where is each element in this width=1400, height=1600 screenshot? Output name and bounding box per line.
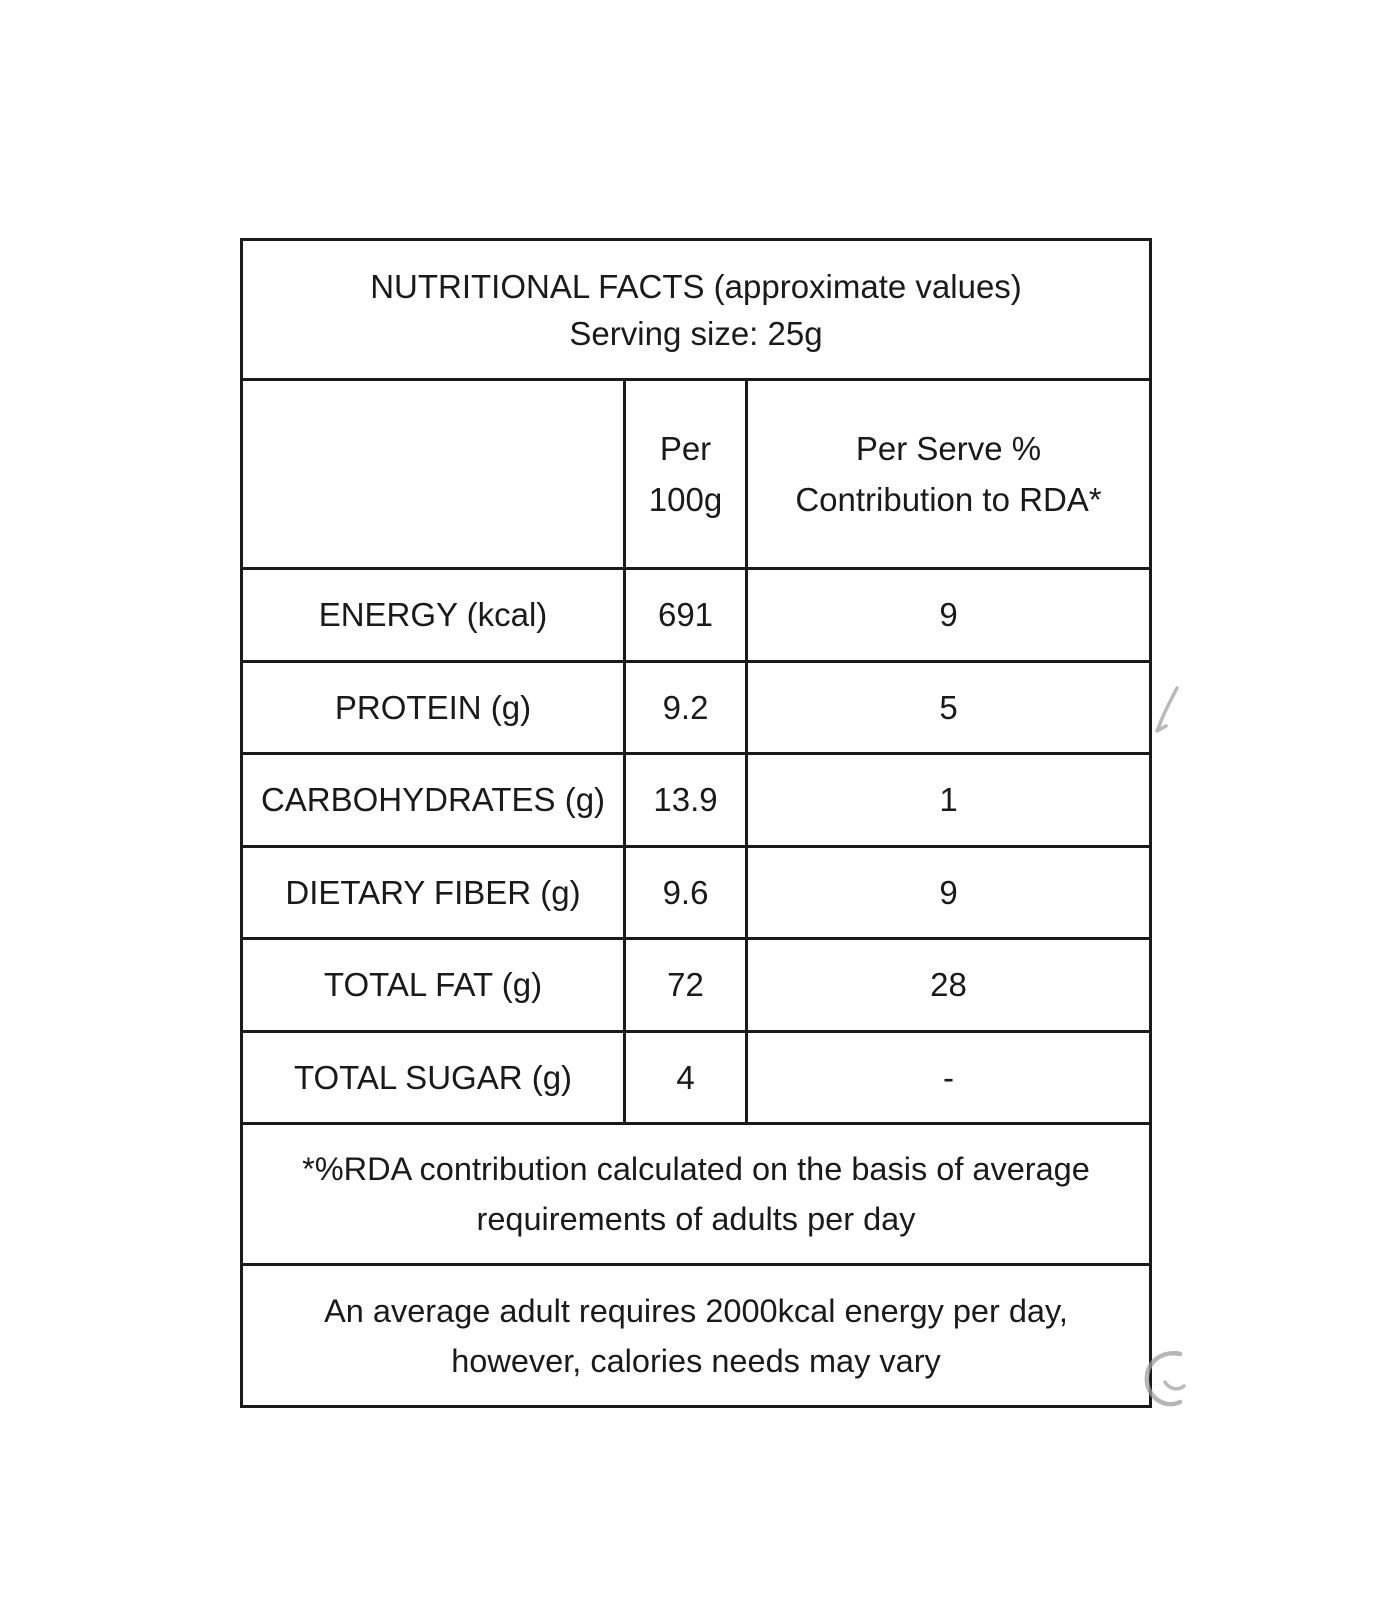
table-row-dietary-fiber [243,845,1149,938]
column-header-per-100g: Per 100g [623,381,745,567]
nutrition-facts-table [240,238,1152,1408]
table-row-carbohydrates [243,752,1149,845]
nutrient-label: ENERGY (kcal) [318,596,548,634]
nutrient-label: CARBOHYDRATES (g) [260,781,606,819]
nutrient-label: DIETARY FIBER (g) [285,873,581,911]
per-100g-value: 13.9 [623,755,745,845]
per-100g-value: 9.6 [623,848,745,938]
per-100g-value: 691 [623,570,745,660]
per-100g-value: 9.2 [623,663,745,753]
column-header-per-serve-rda: Per Serve % Contribution to RDA* [745,381,1149,567]
rda-value: 9 [745,848,1149,938]
nutrient-label: PROTEIN (g) [334,688,532,726]
per-100g-value: 72 [623,940,745,1030]
column-header-row [243,378,1149,567]
table-title: NUTRITIONAL FACTS (approximate values) [370,267,1022,305]
column-header-nutrient [243,381,623,567]
serving-size: Serving size: 25g [569,314,823,352]
footnote-rda: *%RDA contribution calculated on the basis of average requirements of adults per day [243,1122,1149,1263]
per-100g-value: 4 [623,1033,745,1123]
table-row-energy [243,567,1149,660]
table-row-total-sugar [243,1030,1149,1123]
watermark-stroke-icon [1153,686,1183,734]
nutrient-label: TOTAL SUGAR (g) [293,1058,573,1096]
rda-value: 1 [745,755,1149,845]
rda-value: 28 [745,940,1149,1030]
rda-value: - [745,1033,1149,1123]
rda-value: 5 [745,663,1149,753]
nutrient-label: TOTAL FAT (g) [323,966,543,1004]
table-row-protein [243,660,1149,753]
rda-value: 9 [745,570,1149,660]
table-title-row [243,241,1149,378]
table-row-total-fat [243,937,1149,1030]
footnote-average-adult: An average adult requires 2000kcal energy per day, however, calories needs may vary [243,1263,1149,1405]
